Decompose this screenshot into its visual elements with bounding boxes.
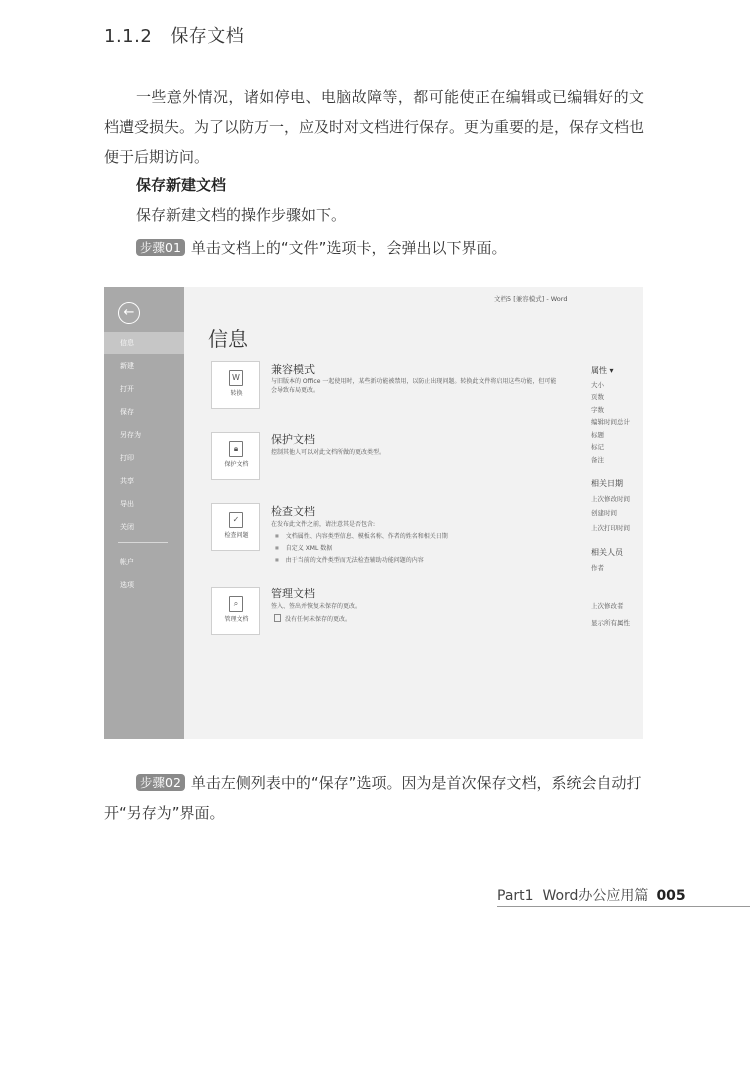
- word-doc-icon: W: [229, 370, 243, 386]
- sidebar-item-save-as[interactable]: 另存为: [120, 431, 141, 439]
- subsection-text: 保存新建文档的操作步骤如下。: [136, 206, 347, 224]
- back-arrow-icon[interactable]: ←: [118, 302, 140, 324]
- step-2-text: 单击左侧列表中的“保存”选项。因为是首次保存文档，系统会自动打开“另存为”界面。: [104, 774, 642, 822]
- card-title-inspect: 检查文档: [271, 505, 315, 518]
- section-title: 保存文档: [170, 26, 245, 47]
- step-1-badge: 步骤01: [136, 239, 185, 256]
- footer-part-label: Part1 Word办公应用篇: [497, 888, 649, 904]
- manage-document-button[interactable]: ⌕ 管理文档: [211, 587, 260, 635]
- sidebar-item-export[interactable]: 导出: [120, 500, 134, 508]
- inspect-bullet: ■ 文档属性、内容类型信息、模板名称、作者的姓名和相关日期: [275, 531, 448, 540]
- inspect-document-icon: ✓: [229, 512, 243, 528]
- subsection-title: 保存新建文档: [136, 176, 227, 194]
- card-note-manage: 没有任何未保存的更改。: [274, 614, 564, 624]
- lock-icon: 🔒︎: [229, 441, 243, 457]
- property-label: 字数: [591, 406, 604, 414]
- sidebar-item-print[interactable]: 打印: [120, 454, 134, 462]
- date-label: 上次修改时间: [591, 495, 630, 503]
- card-title-manage: 管理文档: [271, 587, 315, 600]
- property-label: 大小: [591, 381, 604, 389]
- sidebar-item-share[interactable]: 共享: [120, 477, 134, 485]
- card-desc-protect: 控制其他人可以对此文档所做的更改类型。: [271, 449, 386, 456]
- properties-header[interactable]: 属性 ▾: [591, 366, 614, 375]
- date-label: 创建时间: [591, 509, 617, 517]
- sidebar-item-close[interactable]: 关闭: [120, 523, 134, 531]
- related-dates-header: 相关日期: [591, 479, 623, 488]
- property-label: 备注: [591, 456, 604, 464]
- inspect-bullet: ■ 由于当前的文件类型而无法检查辅助功能问题的内容: [275, 555, 424, 564]
- intro-paragraph: 一些意外情况，诸如停电、电脑故障等，都可能使正在编辑或已编辑好的文档遭受损失。为了以防万一，应及时对文档进行保存。更为重要的是，保存文档也便于后期访问。: [104, 88, 645, 166]
- card-desc-inspect: 在发布此文件之前，请注意其是否包含:: [271, 521, 376, 528]
- backstage-sidebar: [104, 287, 184, 739]
- property-label: 标记: [591, 443, 604, 451]
- sidebar-item-new[interactable]: 新建: [120, 362, 134, 370]
- people-label: 作者: [591, 564, 604, 572]
- info-page-title: 信息: [208, 327, 248, 351]
- card-title-protect: 保护文档: [271, 433, 315, 446]
- related-people-header: 相关人员: [591, 548, 623, 557]
- last-modified-by-label: 上次修改者: [591, 602, 624, 610]
- document-small-icon: [274, 614, 281, 622]
- sidebar-item-options[interactable]: 选项: [120, 581, 134, 589]
- manage-document-icon: ⌕: [229, 596, 243, 612]
- sidebar-item-save[interactable]: 保存: [120, 408, 134, 416]
- property-label: 页数: [591, 393, 604, 401]
- convert-button[interactable]: W 转换: [211, 361, 260, 409]
- card-desc-compat: 与旧版本的 Office 一起使用时，某些新功能被禁用，以防止出现问题。转换此文件将启用这些功能，但可能会导致布局更改。: [271, 378, 557, 394]
- card-desc-manage: 签入、签出并恢复未保存的更改。: [271, 603, 362, 610]
- window-title: 文档5 [兼容模式] - Word: [494, 295, 568, 303]
- step-2: [104, 768, 644, 828]
- step-1-text: 单击文档上的“文件”选项卡，会弹出以下界面。: [190, 239, 507, 257]
- sidebar-item-info[interactable]: 信息: [104, 332, 184, 354]
- word-info-screenshot: [104, 287, 643, 739]
- sidebar-item-account[interactable]: 帐户: [120, 558, 134, 566]
- inspect-bullet: ■ 自定义 XML 数据: [275, 543, 332, 552]
- property-label: 标题: [591, 431, 604, 439]
- check-issues-button[interactable]: ✓ 检查问题: [211, 503, 260, 551]
- date-label: 上次打印时间: [591, 524, 630, 532]
- section-number: 1.1.2: [104, 26, 153, 47]
- sidebar-item-open[interactable]: 打开: [120, 385, 134, 393]
- protect-document-button[interactable]: 🔒︎ 保护文档: [211, 432, 260, 480]
- property-label: 编辑时间总计: [591, 418, 630, 426]
- footer-rule: [497, 906, 750, 907]
- step-1: [136, 233, 506, 263]
- step-2-badge: 步骤02: [136, 774, 185, 791]
- show-all-properties-link[interactable]: 显示所有属性: [591, 619, 630, 627]
- page-number: 005: [656, 888, 686, 904]
- card-title-compat: 兼容模式: [271, 363, 315, 376]
- section-heading: [104, 22, 244, 48]
- page-footer: [497, 885, 686, 905]
- sidebar-divider: [118, 542, 168, 543]
